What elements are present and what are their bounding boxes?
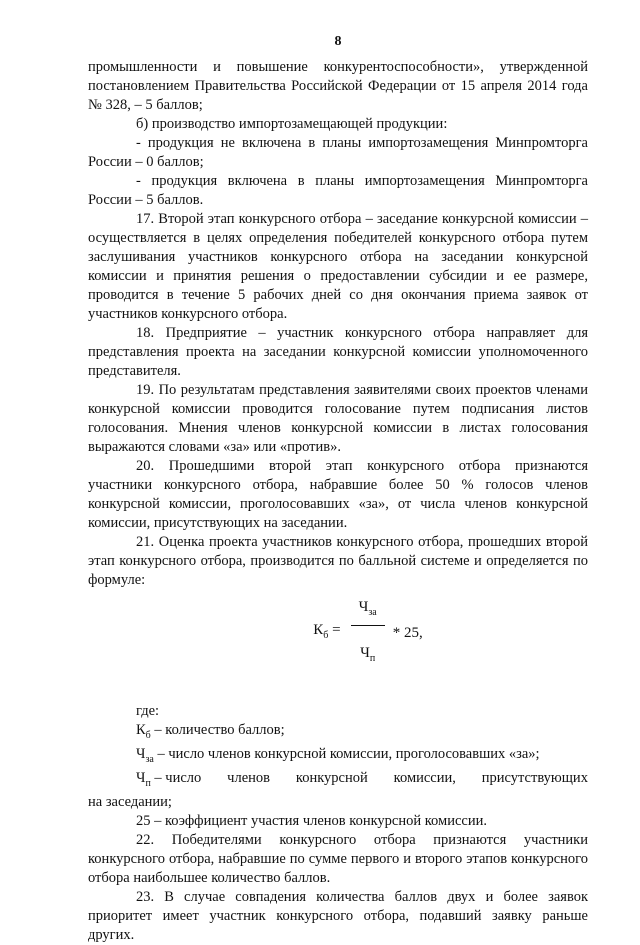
definition-chza: $Ч_{за}$ – число членов конкурсной комиссии, проголосовавших «за»; [136, 745, 540, 765]
list-item-b6-2: - продукция включена в планы импортозамещения Минпромторга России – 5 баллов. [88, 173, 588, 208]
formula-denominator: $Ч_п$ [360, 645, 376, 664]
document-body [88, 58, 588, 945]
paragraph-18: 18. Предприятие – участник конкурсного отбора направляет для представления проекта на заседании конкурсной комиссии уполномоченного представителя. [88, 325, 588, 379]
formula-multiplier: * 25, [392, 624, 423, 641]
list-item-b6-1: - продукция не включена в планы импортозамещения Минпромторга России – 0 баллов; [88, 135, 588, 170]
definition-chp: $Ч_п$ – число членов конкурсной комиссии, присутствующих [136, 769, 588, 789]
page-number: 8 [334, 34, 342, 49]
paragraph-23: 23. В случае совпадения количества баллов двух и более заявок приоритет имеет участник конкурсного отбора, подавший заявку раньше других. [88, 888, 588, 943]
formula-numerator: $Ч_{за}$ [351, 598, 385, 626]
paragraph-19: 19. По результатам представления заявителями своих проектов членами конкурсной комиссии проводится голосование путем подписания листов голосования. Мнения членов конкурсной комиссии в листах голосования выражаются словами «за» или «против». [88, 382, 588, 455]
definition-chp-tail: на заседании; [88, 793, 172, 810]
formula-lhs: $К_б$ = [313, 622, 341, 641]
paragraph-20: 20. Прошедшими второй этап конкурсного отбора признаются участники конкурсного отбора, набравшие более 50 % голосов членов конкурсной комиссии, проголосовавших «за», от числа членов конкурсной комиссии, присутствующих на заседании. [88, 458, 588, 531]
where-label: где: [136, 703, 160, 719]
paragraph-intro: промышленности и повышение конкурентоспособности», утвержденной постановлением Правительства Российской Федерации от 15 апреля 2014 года № 328, – 5 баллов; [88, 59, 588, 113]
paragraph-21: 21. Оценка проекта участников конкурсного отбора, прошедших второй этап конкурсного отбора, производится по балльной системе и определяется по формуле: [88, 534, 588, 588]
definition-kb: $К_б$ – количество баллов; [136, 722, 285, 741]
score-formula [88, 598, 588, 668]
paragraph-b6: б) производство импортозамещающей продукции: [136, 116, 448, 132]
paragraph-22: 22. Победителями конкурсного отбора признаются участники конкурсного отбора, набравшие по сумме первого и второго этапов конкурсного отбора наибольшее количество баллов. [88, 831, 588, 886]
paragraph-17: 17. Второй этап конкурсного отбора – заседание конкурсной комиссии – осуществляется в целях определения победителей конкурсного отбора путем заслушивания участников конкурсного отбора на заседании конкурсной комиссии и принятия решения о предоставлении субсидии и ее размере, проводится в течение 5 рабочих дней со дня окончания приема заявок от участников конкурсного отбора. [88, 211, 588, 322]
formula-fraction [351, 598, 385, 668]
definition-25: 25 – коэффициент участия членов конкурсной комиссии. [136, 812, 487, 829]
